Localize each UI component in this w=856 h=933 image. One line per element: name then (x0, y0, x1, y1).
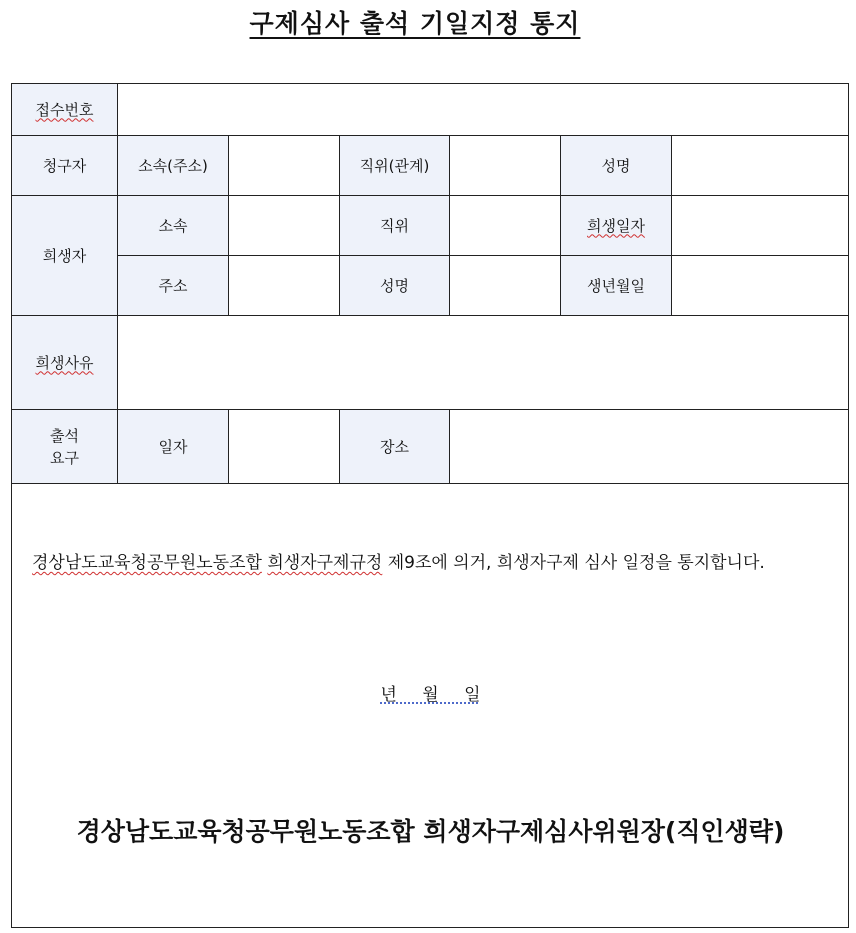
claimant-name-label: 성명 (561, 136, 672, 196)
date-line: 년 월 일 (380, 685, 481, 705)
claimant-label: 청구자 (12, 136, 118, 196)
claimant-name-field[interactable] (672, 136, 849, 196)
claimant-position-field[interactable] (450, 136, 561, 196)
receipt-no-label: 접수번호 (12, 84, 118, 136)
reason-field[interactable] (118, 316, 849, 410)
attend-date-label: 일자 (118, 410, 229, 484)
notice-form (11, 83, 849, 928)
receipt-no-field[interactable] (118, 84, 849, 136)
victim-affil-field[interactable] (229, 196, 340, 256)
victim-affil-label: 소속 (118, 196, 229, 256)
victim-birth-field[interactable] (672, 256, 849, 316)
victim-date-label: 희생일자 (561, 196, 672, 256)
victim-name-label: 성명 (340, 256, 450, 316)
attend-date-field[interactable] (229, 410, 340, 484)
claimant-affil-field[interactable] (229, 136, 340, 196)
claimant-position-label: 직위(관계) (340, 136, 450, 196)
victim-birth-label: 생년월일 (561, 256, 672, 316)
victim-label: 희생자 (12, 196, 118, 316)
attend-place-label: 장소 (340, 410, 450, 484)
document-title (0, 4, 830, 40)
victim-address-field[interactable] (229, 256, 340, 316)
title-text: 구제심사 출석 기일지정 통지 (249, 9, 581, 38)
victim-position-field[interactable] (450, 196, 561, 256)
victim-date-field[interactable] (672, 196, 849, 256)
victim-name-field[interactable] (450, 256, 561, 316)
attend-label: 출석 요구 (12, 410, 118, 484)
signature-line: 경상남도교육청공무원노동조합 희생자구제심사위원장(직인생략) (76, 817, 785, 846)
reason-label: 희생사유 (12, 316, 118, 410)
notice-body (12, 484, 849, 928)
victim-position-label: 직위 (340, 196, 450, 256)
notice-paragraph: 경상남도교육청공무원노동조합 희생자구제규정 제9조에 의거, 희생자구제 심사 일정을 통지합니다. (32, 553, 765, 573)
claimant-affil-label: 소속(주소) (118, 136, 229, 196)
victim-address-label: 주소 (118, 256, 229, 316)
attend-place-field[interactable] (450, 410, 849, 484)
